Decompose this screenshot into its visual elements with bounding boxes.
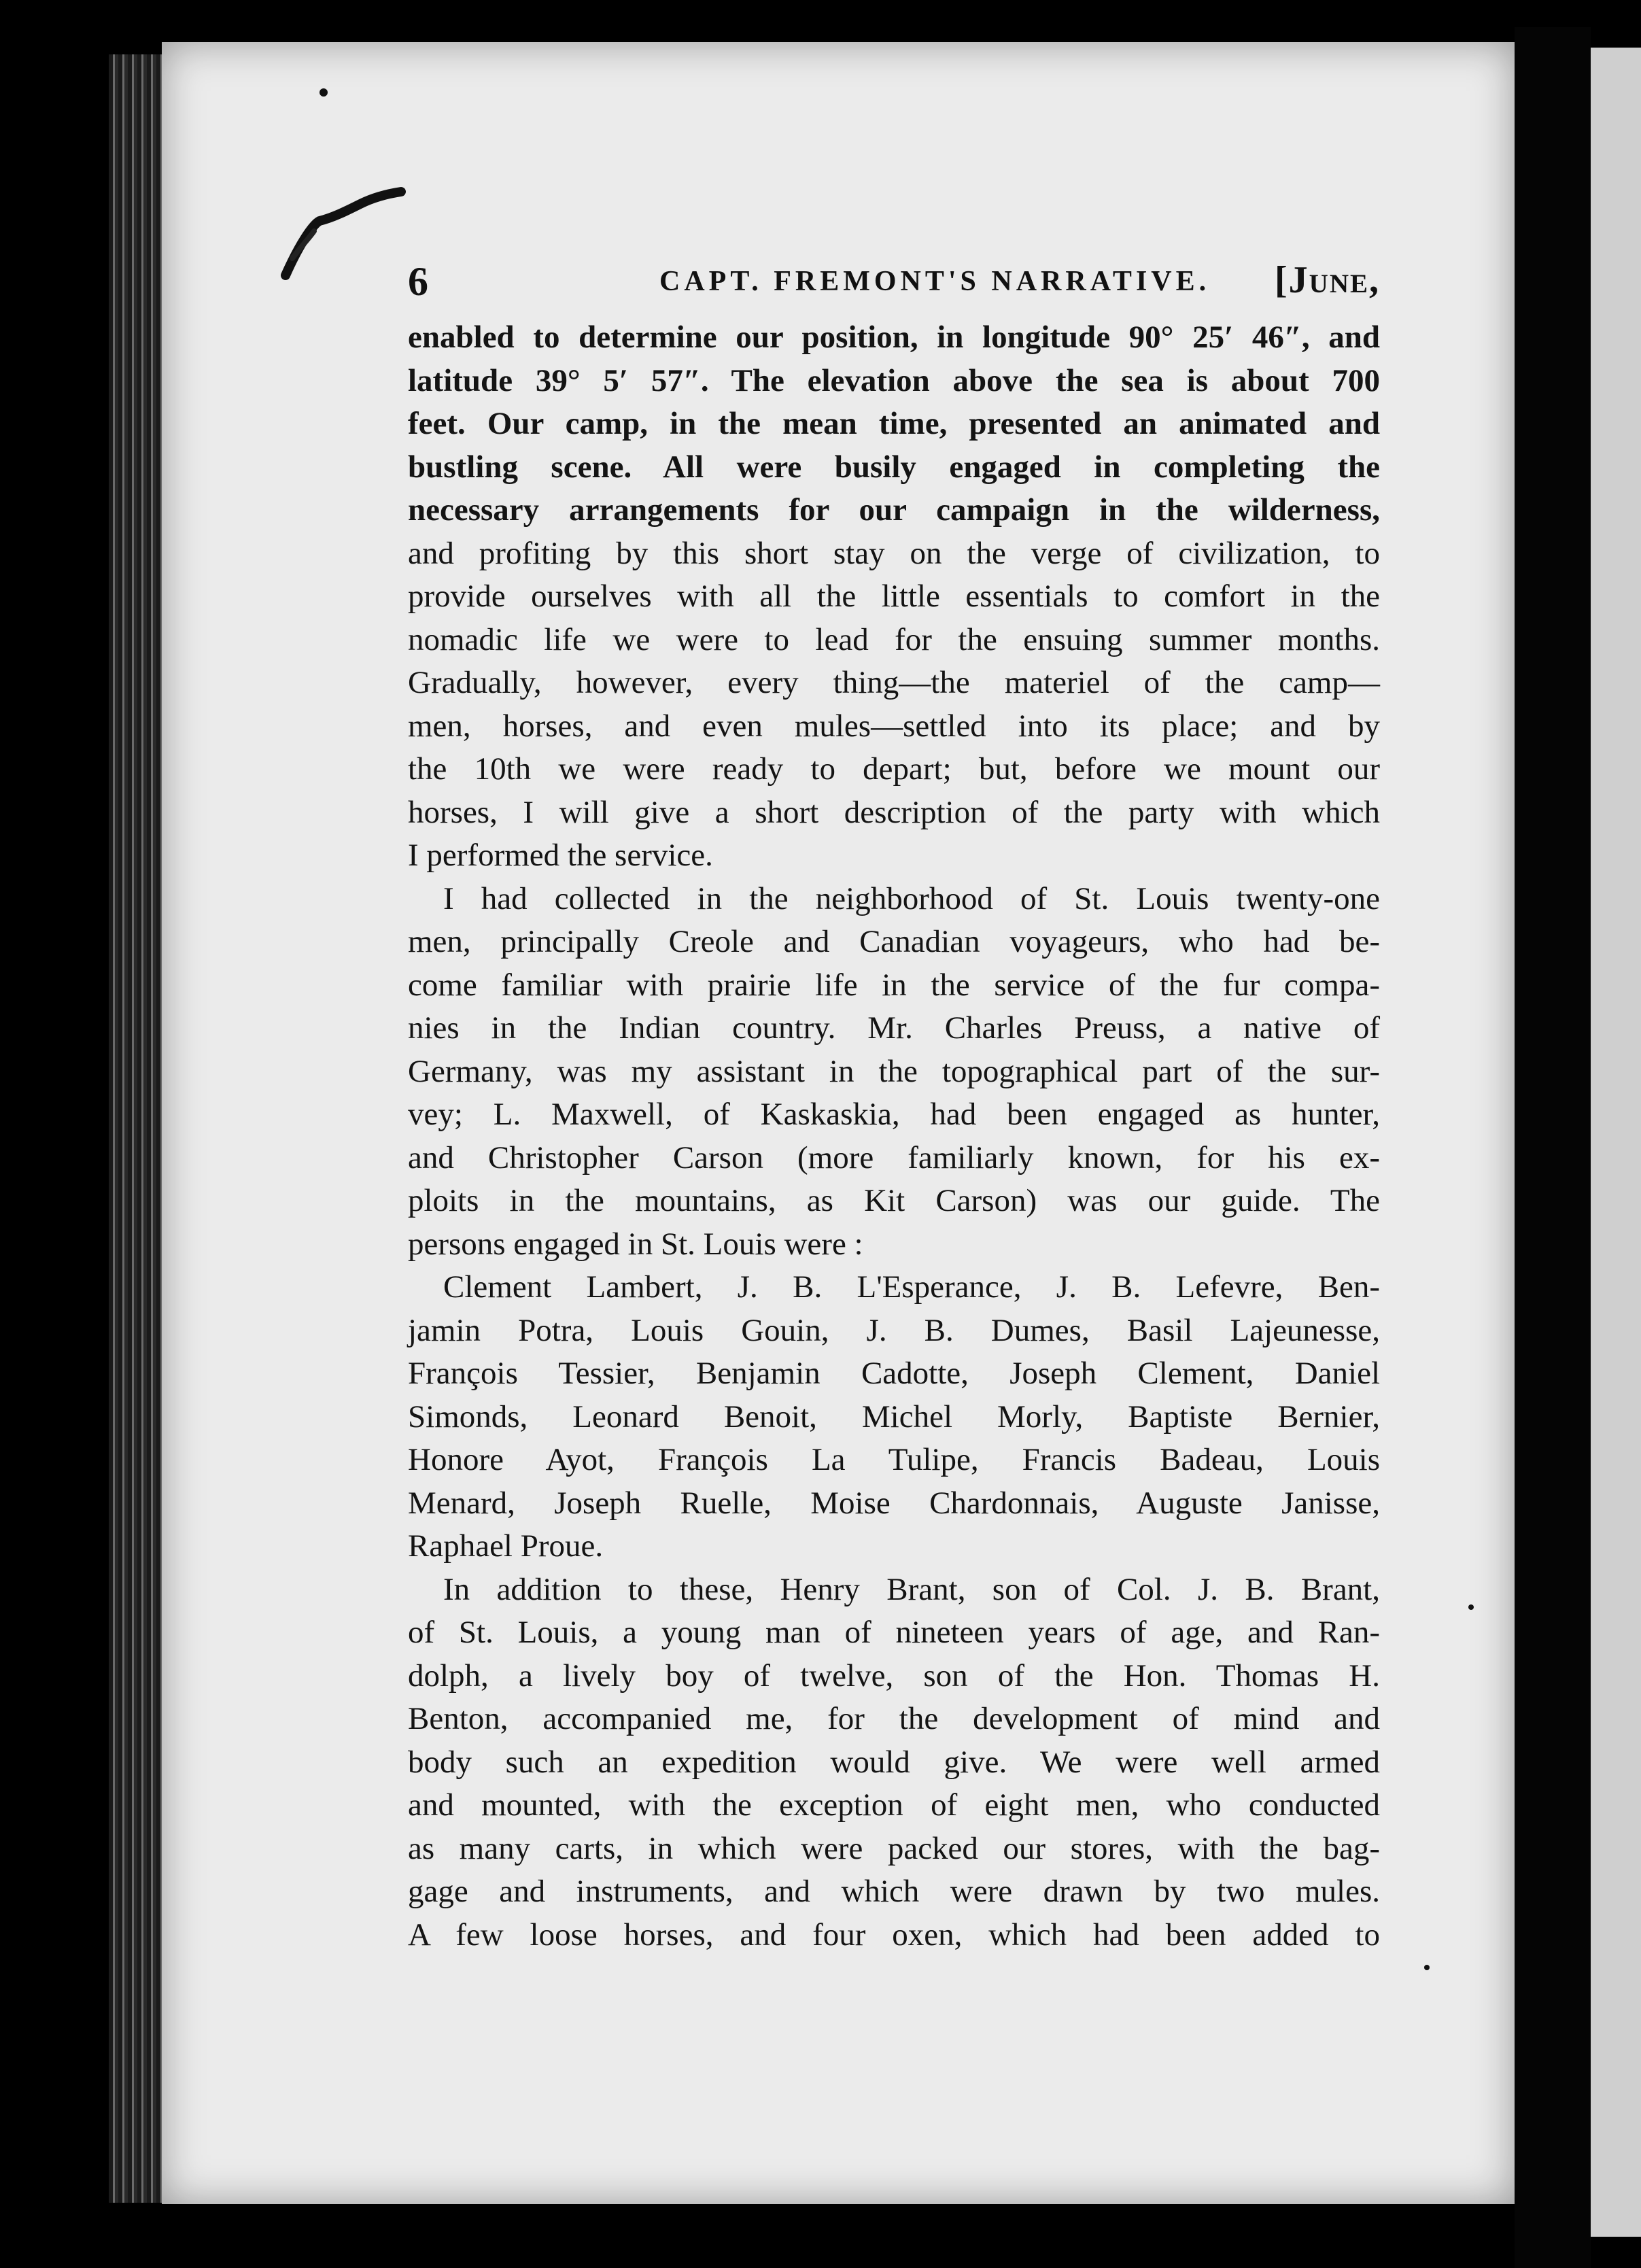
text-line: vey; L. Maxwell, of Kaskaskia, had been engaged as hunter, — [408, 1097, 1380, 1132]
text-line: Menard, Joseph Ruelle, Moise Chardonnais, Auguste Janisse, — [408, 1485, 1380, 1521]
text-line: and Christopher Carson (more familiarly known, for his ex- — [408, 1139, 1380, 1175]
text-line: as many carts, in which were packed our stores, with the bag- — [408, 1830, 1380, 1866]
text-line: and profiting by this short stay on the verge of civilization, to — [408, 535, 1380, 571]
text-line: jamin Potra, Louis Gouin, J. B. Dumes, Basil Lajeunesse, — [408, 1312, 1380, 1348]
text-line: body such an expedition would give. We were well armed — [408, 1744, 1380, 1780]
text-line: Raphael Proue. — [408, 1528, 604, 1564]
text-line: Simonds, Leonard Benoit, Michel Morly, Baptiste Bernier, — [408, 1398, 1380, 1434]
text-line: necessary arrangements for our campaign in the wilderness, — [408, 492, 1380, 528]
text-line: Germany, was my assistant in the topographical part of the sur- — [408, 1053, 1380, 1089]
text-line: the 10th we were ready to depart; but, before we mount our — [408, 751, 1380, 787]
ink-speck — [319, 88, 328, 97]
page-number: 6 — [408, 259, 430, 304]
text-line: feet. Our camp, in the mean time, presented an animated and — [408, 406, 1380, 441]
text-line: come familiar with prairie life in the service of the fur compa- — [408, 967, 1380, 1003]
text-line: latitude 39° 5′ 57″. The elevation above the sea is about 700 — [408, 362, 1380, 398]
text-line: Gradually, however, every thing—the materiel of the camp— — [408, 665, 1380, 700]
text-line: persons engaged in St. Louis were : — [408, 1226, 863, 1262]
text-line: In addition to these, Henry Brant, son of Col. J. B. Brant, — [443, 1571, 1380, 1607]
text-line: I performed the service. — [408, 838, 713, 873]
page-gutter-shadow — [1515, 27, 1591, 2268]
text-line: provide ourselves with all the little essentials to comfort in the — [408, 579, 1380, 614]
text-line: Honore Ayot, François La Tulipe, Francis Badeau, Louis — [408, 1442, 1380, 1477]
text-line: enabled to determine our position, in longitude 90° 25′ 46″, and — [408, 320, 1380, 355]
text-line: Benton, accompanied me, for the development of mind and — [408, 1701, 1380, 1736]
running-head — [408, 258, 1380, 313]
text-line: A few loose horses, and four oxen, which had been added to — [408, 1917, 1380, 1953]
text-line: men, principally Creole and Canadian voyageurs, who had be- — [408, 924, 1380, 959]
text-line: nomadic life we were to lead for the ensuing summer months. — [408, 621, 1380, 657]
text-line: and mounted, with the exception of eight men, who conducted — [408, 1787, 1380, 1823]
text-line: ploits in the mountains, as Kit Carson) was our guide. The — [408, 1183, 1380, 1218]
text-line: I had collected in the neighborhood of St. Louis twenty-one — [443, 880, 1380, 916]
text-line: bustling scene. All were busily engaged in completing the — [408, 449, 1380, 485]
pencil-mark-icon — [272, 184, 421, 286]
text-line: men, horses, and even mules—settled into its place; and by — [408, 708, 1380, 744]
running-month: [June, — [1275, 259, 1380, 301]
ink-speck — [1424, 1965, 1430, 1970]
text-line: gage and instruments, and which were drawn by two mules. — [408, 1874, 1380, 1909]
text-line: nies in the Indian country. Mr. Charles Preuss, a native of — [408, 1010, 1380, 1046]
text-line: dolph, a lively boy of twelve, son of the Hon. Thomas H. — [408, 1657, 1380, 1694]
text-line: horses, I will give a short description of the party with which — [408, 794, 1380, 830]
running-title: CAPT. FREMONT'S NARRATIVE. — [659, 266, 1211, 297]
facing-page-edge — [1591, 48, 1641, 2237]
ink-speck — [1468, 1604, 1474, 1610]
body-text — [408, 316, 1380, 1957]
text-line: François Tessier, Benjamin Cadotte, Joseph Clement, Daniel — [408, 1356, 1380, 1391]
text-line: of St. Louis, a young man of nineteen years of age, and Ran- — [408, 1615, 1380, 1650]
text-line: Clement Lambert, J. B. L'Esperance, J. B. Lefevre, Ben- — [443, 1269, 1380, 1305]
page-stack-edge — [109, 54, 162, 2203]
